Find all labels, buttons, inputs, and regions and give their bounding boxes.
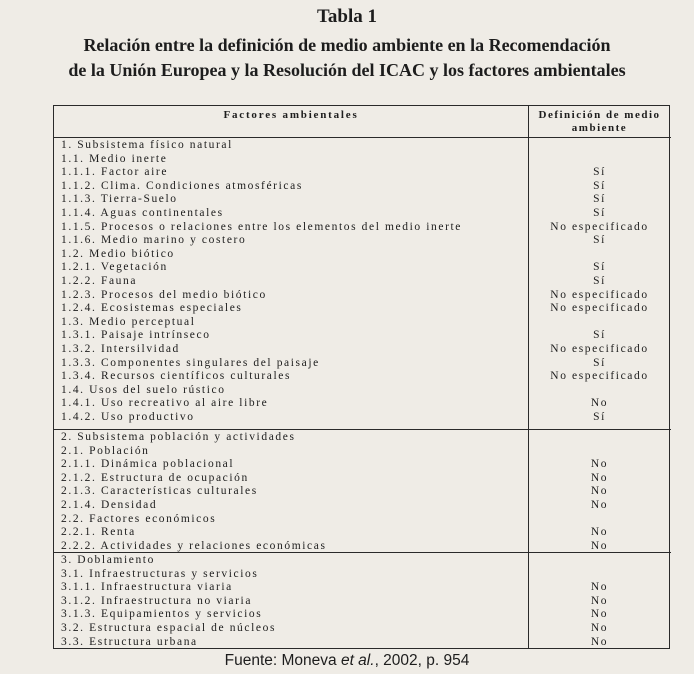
factor-cell: 1.1.4. Aguas continentales [61, 206, 224, 219]
factor-cell: 1.1.6. Medio marino y costero [61, 234, 247, 247]
table-row [54, 302, 671, 316]
definition-cell: No [590, 526, 609, 539]
table-row [54, 595, 671, 609]
factor-cell: 1.1.2. Clima. Condiciones atmosféricas [61, 179, 303, 192]
table-row [54, 397, 671, 411]
table-row [54, 234, 671, 248]
table-row [54, 499, 671, 513]
table-row [54, 329, 671, 343]
table-row [54, 384, 671, 398]
factor-cell: 3. Doblamiento [61, 554, 155, 566]
table-row [54, 261, 671, 275]
definition-cell: Sí [593, 329, 606, 342]
factor-cell: 2. Subsistema población y actividades [61, 431, 296, 443]
factor-cell: 1.3.3. Componentes singulares del paisaje [61, 356, 320, 369]
factor-cell: 1.4. Usos del suelo rústico [61, 383, 226, 396]
factor-cell: 1.2.3. Procesos del medio biótico [61, 288, 267, 301]
table-row [54, 513, 671, 527]
factor-cell: 3.1.3. Equipamientos y servicios [61, 608, 263, 621]
factor-cell: 1.1.1. Factor aire [61, 166, 169, 179]
table-section [54, 139, 671, 424]
definition-cell: Sí [593, 356, 606, 369]
factor-cell: 1.1.5. Procesos o relaciones entre los elementos del medio inerte [61, 220, 462, 233]
factor-cell: 1. Subsistema físico natural [61, 139, 233, 151]
definition-cell: No [590, 498, 609, 511]
factor-cell: 2.1.4. Densidad [61, 498, 158, 511]
factor-cell: 1.3. Medio perceptual [61, 315, 196, 328]
factor-cell: 1.3.2. Intersilvidad [61, 342, 180, 355]
header-definicion: Definición de medio ambiente [538, 109, 661, 134]
factor-cell: 2.1. Población [61, 444, 150, 457]
definition-cell: Sí [593, 410, 606, 423]
factor-cell: 1.4.1. Uso recreativo al aire libre [61, 397, 269, 410]
definition-cell: No [590, 594, 609, 607]
table-row [54, 411, 671, 425]
table-row [54, 526, 671, 540]
source-suffix: , 2002, p. 954 [374, 652, 470, 669]
table-section [54, 552, 671, 649]
header-factores: Factores ambientales [223, 109, 359, 121]
factor-cell: 3.1.2. Infraestructura no viaria [61, 594, 253, 607]
table-row [54, 608, 671, 622]
definition-cell: No especificado [550, 288, 649, 301]
definition-cell: Sí [593, 206, 606, 219]
table-row [54, 622, 671, 636]
table-row [54, 166, 671, 180]
factor-cell: 2.2.1. Renta [61, 526, 136, 539]
table-row [54, 485, 671, 499]
table-row [54, 153, 671, 167]
factor-cell: 1.2. Medio biótico [61, 247, 175, 260]
table-header [54, 106, 671, 138]
factors-table [53, 105, 670, 649]
table-row [54, 139, 671, 153]
factor-cell: 2.2.2. Actividades y relaciones económicas [61, 539, 327, 552]
definition-cell: No [590, 621, 609, 634]
table-row [54, 458, 671, 472]
factor-cell: 1.3.1. Paisaje intrínseco [61, 329, 211, 342]
definition-cell: No [590, 485, 609, 498]
table-row [54, 581, 671, 595]
table-row [54, 472, 671, 486]
table-section [54, 429, 671, 553]
table-row [54, 554, 671, 568]
definition-cell: No especificado [550, 370, 649, 383]
table-row [54, 248, 671, 262]
definition-cell: Sí [593, 261, 606, 274]
table-title: Tabla 1 [316, 6, 378, 27]
definition-cell: No [590, 608, 609, 621]
definition-cell: No especificado [550, 342, 649, 355]
table-row [54, 636, 671, 650]
subtitle-line-2: de la Unión Europea y la Resolución del ICAC y los factores ambientales [68, 60, 626, 80]
table-row [54, 568, 671, 582]
definition-cell: Sí [593, 274, 606, 287]
table-row [54, 370, 671, 384]
table-row [54, 357, 671, 371]
table-row [54, 207, 671, 221]
table-row [54, 445, 671, 459]
factor-cell: 1.4.2. Uso productivo [61, 410, 195, 423]
factor-cell: 2.1.2. Estructura de ocupación [61, 471, 249, 484]
definition-cell: No especificado [550, 302, 649, 315]
factor-cell: 1.2.4. Ecosistemas especiales [61, 302, 243, 315]
definition-cell: No [590, 635, 609, 648]
table-subtitle [0, 33, 694, 83]
definition-cell: Sí [593, 234, 606, 247]
factor-cell: 1.2.2. Fauna [61, 274, 138, 287]
table-row [54, 275, 671, 289]
definition-cell: Sí [593, 179, 606, 192]
factor-cell: 3.1. Infraestructuras y servicios [61, 567, 259, 580]
source-prefix: Fuente: Moneva [224, 652, 341, 669]
factor-cell: 2.2. Factores económicos [61, 512, 217, 525]
factor-cell: 3.2. Estructura espacial de núcleos [61, 621, 277, 634]
definition-cell: No [590, 471, 609, 484]
factor-cell: 1.3.4. Recursos científicos culturales [61, 370, 292, 383]
factor-cell: 2.1.1. Dinámica poblacional [61, 458, 235, 471]
factor-cell: 3.1.1. Infraestructura viaria [61, 581, 233, 594]
factor-cell: 1.2.1. Vegetación [61, 261, 168, 274]
subtitle-line-1: Relación entre la definición de medio ambiente en la Recomendación [83, 35, 611, 55]
factor-cell: 2.1.3. Características culturales [61, 485, 258, 498]
table-row [54, 316, 671, 330]
definition-cell: No [590, 581, 609, 594]
table-row [54, 193, 671, 207]
factor-cell: 1.1.3. Tierra-Suelo [61, 193, 178, 206]
definition-cell: No [590, 458, 609, 471]
definition-cell: No [590, 397, 609, 410]
table-row [54, 343, 671, 357]
source-note [0, 652, 694, 670]
table-row [54, 180, 671, 194]
definition-cell: Sí [593, 193, 606, 206]
source-etal: et al. [340, 652, 375, 669]
factor-cell: 1.1. Medio inerte [61, 152, 168, 165]
factor-cell: 3.3. Estructura urbana [61, 635, 198, 648]
definition-cell: No [590, 539, 609, 552]
table-row [54, 221, 671, 235]
definition-cell: Sí [593, 166, 606, 179]
table-row [54, 289, 671, 303]
definition-cell: No especificado [550, 220, 649, 233]
table-row [54, 431, 671, 445]
